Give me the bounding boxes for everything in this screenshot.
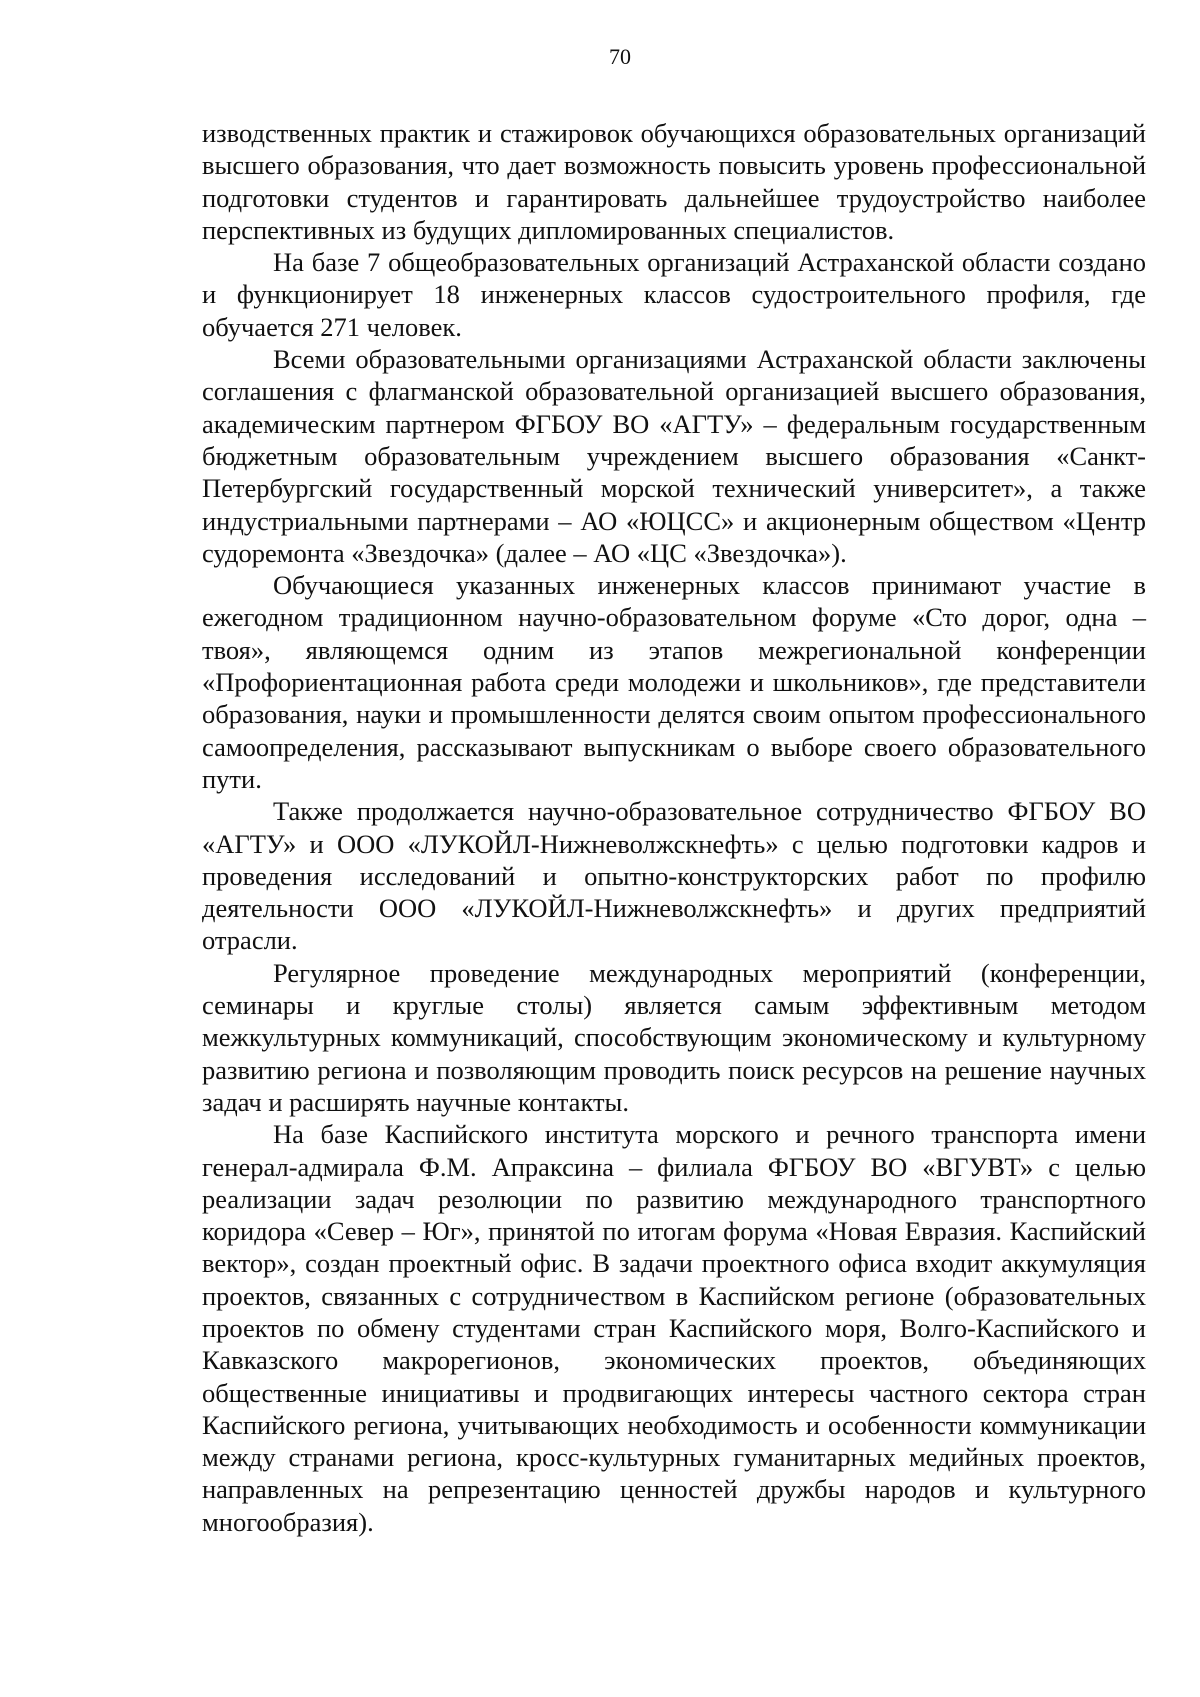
- page-number: 70: [609, 44, 631, 69]
- paragraph-project-office: На базе Каспийского института морского и речного транспорта имени генерал-адмирала Ф.М. Апраксина – филиала ФГБОУ ВО «ВГУВТ» с целью реализации задач резолюции по развитию международного транспортного коридора «Север – Юг», принятой по итогам форума «Новая Евразия. Каспийский вектор», создан проектный офис. В задачи проектного офиса входит аккумуляция проектов, связанных с сотрудничеством в Каспийском регионе (образовательных проектов по обмену студентами стран Каспийского моря, Волго-Каспийского и Кавказского макрорегионов, экономических проектов, объединяющих общественные инициативы и продвигающих интересы частного сектора стран Каспийского региона, учитывающих необходимость и особенности коммуникации между странами региона, кросс-культурных гуманитарных медийных проектов, направленных на репрезентацию ценностей дружбы народов и культурного многообразия).: [202, 1119, 1146, 1537]
- document-body: [202, 117, 1146, 1538]
- paragraph-forum: Обучающиеся указанных инженерных классов принимают участие в ежегодном традиционном научно-образовательном форуме «Сто дорог, одна – твоя», являющемся одним из этапов межрегиональной конференции «Профориентационная работа среди молодежи и школьников», где представители образования, науки и промышленности делятся своим опытом профессионального самоопределения, рассказывают выпускникам о выборе своего образовательного пути.: [202, 570, 1146, 794]
- paragraph-agreements: Всеми образовательными организациями Астраханской области заключены соглашения с флагманской образовательной организацией высшего образования, академическим партнером ФГБОУ ВО «АГТУ» – федеральным государственным бюджетным образовательным учреждением высшего образования «Санкт-Петербургский государственный морской технический университет», а также индустриальными партнерами – АО «ЮЦСС» и акционерным обществом «Центр судоремонта «Звездочка» (далее – АО «ЦС «Звездочка»).: [202, 344, 1146, 568]
- paragraph-international-events: Регулярное проведение международных мероприятий (конференции, семинары и круглые столы) является самым эффективным методом межкультурных коммуникаций, способствующим экономическому и культурному развитию региона и позволяющим проводить поиск ресурсов на решение научных задач и расширять научные контакты.: [202, 957, 1146, 1117]
- paragraph-engineering-classes: На базе 7 общеобразовательных организаций Астраханской области создано и функционирует 18 инженерных классов судостроительного профиля, где обучается 271 человек.: [202, 247, 1146, 342]
- paragraph-continuation: изводственных практик и стажировок обучающихся образовательных организаций высшего образования, что дает возможность повысить уровень профессиональной подготовки студентов и гарантировать дальнейшее трудоустройство наиболее перспективных из будущих дипломированных специалистов.: [202, 118, 1146, 245]
- paragraph-cooperation: Также продолжается научно-образовательное сотрудничество ФГБОУ ВО «АГТУ» и ООО «ЛУКОЙЛ-Нижневолжскнефть» с целью подготовки кадров и проведения исследований и опытно-конструкторских работ по профилю деятельности ООО «ЛУКОЙЛ-Нижневолжскнефть» и других предприятий отрасли.: [202, 796, 1146, 956]
